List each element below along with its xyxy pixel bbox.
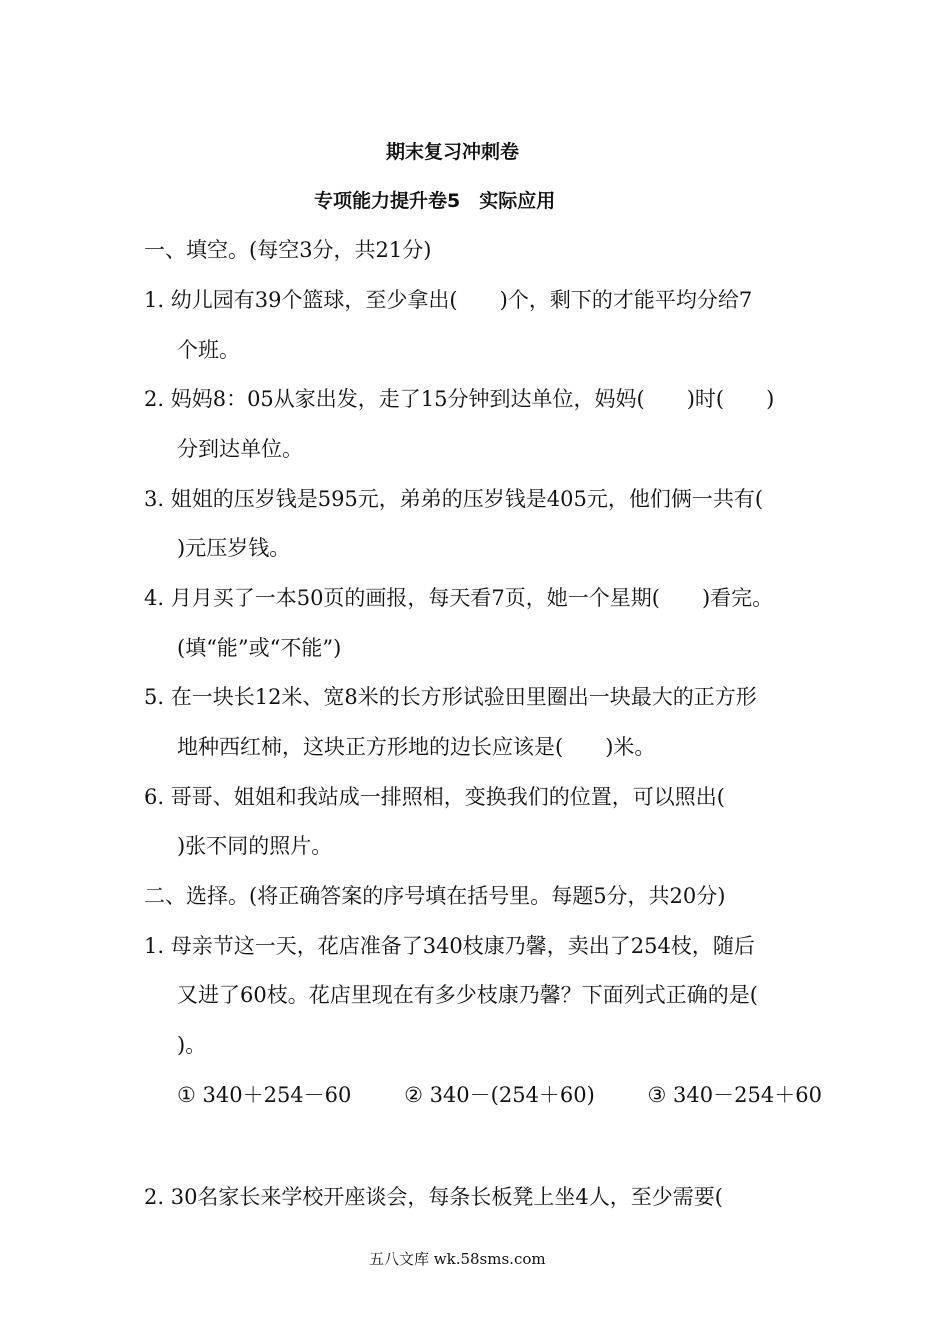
s1-q3-line2: )元压岁钱。: [177, 536, 291, 560]
s1-q4-line1: 4. 月月买了一本50页的画报，每天看7页，她一个星期( )看完。: [144, 586, 774, 610]
section1-header: 一、填空。(每空3分，共21分): [144, 238, 432, 262]
footer-watermark: 五八文库 wk.58sms.com: [369, 1250, 546, 1268]
s1-q2-line2: 分到达单位。: [177, 437, 303, 461]
option-2: ② 340－(254＋60): [404, 1083, 595, 1107]
s1-q3-line1: 3. 姐姐的压岁钱是595元，弟弟的压岁钱是405元，他们俩一共有(: [144, 487, 764, 511]
s2-q1-line2: 又进了60枝。花店里现在有多少枝康乃馨？下面列式正确的是(: [177, 983, 758, 1007]
page-title: 期末复习冲刺卷: [386, 141, 520, 163]
s1-q5-line2: 地种西红柿，这块正方形地的边长应该是( )米。: [177, 735, 656, 759]
s1-q6-line2: )张不同的照片。: [177, 834, 333, 858]
option-3: ③ 340－254＋60: [647, 1083, 822, 1107]
s2-q1-line3: )。: [177, 1033, 207, 1057]
s1-q2-line1: 2. 妈妈8：05从家出发，走了15分钟到达单位，妈妈( )时( ): [144, 387, 775, 411]
s2-q1-line1: 1. 母亲节这一天，花店准备了340枝康乃馨，卖出了254枝，随后: [144, 934, 755, 958]
s1-q5-line1: 5. 在一块长12米、宽8米的长方形试验田里圈出一块最大的正方形: [144, 685, 757, 709]
s2-q2-line1: 2. 30名家长来学校开座谈会，每条长板凳上坐4人，至少需要(: [144, 1185, 723, 1209]
s1-q4-line2: (填“能”或“不能”): [177, 636, 342, 660]
s1-q1-line2: 个班。: [177, 338, 240, 362]
s1-q6-line1: 6. 哥哥、姐姐和我站成一排照相，变换我们的位置，可以照出(: [144, 785, 725, 809]
section2-header: 二、选择。(将正确答案的序号填在括号里。每题5分，共20分): [144, 884, 726, 908]
s1-q1-line1: 1. 幼儿园有39个篮球，至少拿出( )个，剩下的才能平均分给7: [144, 288, 753, 312]
page-subtitle: 专项能力提升卷5 实际应用: [314, 190, 556, 212]
s2-q1-options: [177, 1080, 822, 1110]
option-1: ① 340＋254－60: [177, 1083, 352, 1107]
